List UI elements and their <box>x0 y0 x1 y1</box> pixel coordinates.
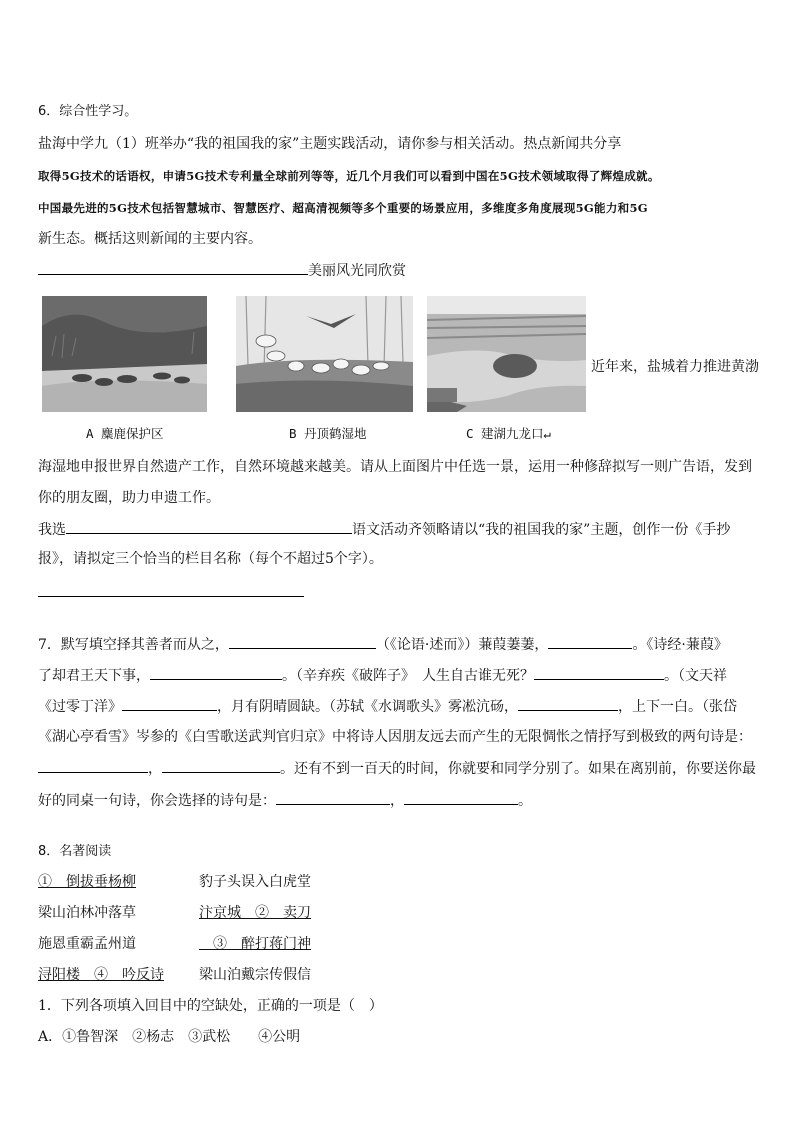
answer-blank[interactable] <box>534 665 664 680</box>
q7-text: 7．默写填空择其善者而从之， <box>38 637 229 653</box>
chapter-row-4-left: 浔阳楼 ④ 吟反诗 <box>38 967 164 983</box>
q6-news-line-2: 中国最先进的5G技术包括智慧城市、智慧医疗、超高清视频等多个重要的场景应用，多维度多角度展现5G能力和5G <box>38 201 648 215</box>
q6-title: 6．综合性学习。 <box>38 104 138 119</box>
choose-prefix: 我选 <box>38 522 66 538</box>
photo-elk-reserve <box>42 296 207 412</box>
answer-blank[interactable] <box>518 696 618 711</box>
q6-side-text: 近年来，盐城着力推进黄渤 <box>591 359 759 375</box>
q7-text: 《过零丁洋》 <box>38 699 122 715</box>
q7-text: ，上下一白。（张岱 <box>618 699 737 715</box>
q6-news-line-3: 新生态。概括这则新闻的主要内容。 <box>38 231 262 247</box>
q7-text: 。还有不到一百天的时间，你就要和同学分别了。如果在离别前，你要送你最 <box>280 761 756 777</box>
answer-blank[interactable] <box>162 758 280 773</box>
q8-title: 8．名著阅读 <box>38 844 112 859</box>
answer-blank[interactable] <box>548 634 632 649</box>
answer-blank[interactable] <box>38 596 304 597</box>
q7-text: 好的同桌一句诗，你会选择的诗句是： <box>38 793 276 809</box>
q6-para-line-1: 海湿地申报世界自然遗产工作，自然环境越来越美。请从上面图片中任选一景，运用一种修辞拟写一则广告语，发到 <box>38 459 752 475</box>
caption-a: A 麋鹿保护区 <box>86 426 164 441</box>
q7-line-1 <box>38 634 728 655</box>
chapter-row-3-right: ③ 醉打蒋门神 <box>199 936 311 952</box>
q6-news-line-1: 取得5G技术的话语权，申请5G技术专利量全球前列等等，近几个月我们可以看到中国在5G技术领域取得了辉煌成就。 <box>38 169 660 183</box>
answer-blank[interactable] <box>276 790 390 805</box>
q7-text: 。《诗经·蒹葭》 <box>632 637 728 653</box>
q7-line-2 <box>38 665 727 686</box>
chapter-row-2-left: 梁山泊林冲落草 <box>38 905 136 921</box>
choose-suffix: 语文活动齐领略请以“我的祖国我的家”主题，创作一份《手抄 <box>352 522 731 538</box>
q7-text: ， <box>390 793 404 809</box>
q7-line-5 <box>38 758 756 779</box>
q7-line-3 <box>38 696 737 717</box>
q7-text: （《论语·述而》）蒹葭萋萋， <box>375 637 549 653</box>
chapter-row-3-left: 施恩重霸孟州道 <box>38 936 136 952</box>
scenery-heading: 美丽风光同欣赏 <box>308 263 406 279</box>
q7-text: 。（文天祥 <box>664 668 727 684</box>
answer-blank[interactable] <box>229 634 376 649</box>
answer-blank[interactable] <box>122 696 217 711</box>
scenery-heading-line <box>38 260 406 281</box>
caption-b: B 丹顶鹤湿地 <box>289 426 367 441</box>
caption-c: C 建湖九龙口↵ <box>466 426 552 441</box>
answer-blank[interactable] <box>66 519 352 534</box>
q6-choose-line-2: 报》，请拟定三个恰当的栏目名称（每个不超过5个字）。 <box>38 551 383 567</box>
answer-blank[interactable] <box>404 790 518 805</box>
q7-text: 了却君王天下事， <box>38 668 150 684</box>
q6-intro: 盐海中学九（1）班举办“我的祖国我的家”主题实践活动，请你参与相关活动。热点新闻共分享 <box>38 136 622 152</box>
chapter-row-4-right: 梁山泊戴宗传假信 <box>199 967 311 983</box>
q8-option-a[interactable]: A．①鲁智深 ②杨志 ③武松 ④公明 <box>38 1029 301 1045</box>
q8-question: 1．下列各项填入回目中的空缺处，正确的一项是（ ） <box>38 998 383 1014</box>
answer-blank[interactable] <box>38 758 148 773</box>
q7-text: 。 <box>518 793 532 809</box>
chapter-row-1-right: 豹子头误入白虎堂 <box>199 874 311 890</box>
q6-para-line-2: 你的朋友圈，助力申遗工作。 <box>38 490 220 506</box>
photo-jiulongkou <box>427 296 586 412</box>
photo-crane-wetland <box>236 296 413 412</box>
answer-blank[interactable] <box>150 665 282 680</box>
answer-blank[interactable] <box>38 260 308 275</box>
q7-text: ，月有阴晴圆缺。（苏轼《水调歌头》雾凇沆砀， <box>217 699 518 715</box>
q7-line-6 <box>38 790 532 811</box>
q7-text: ， <box>148 761 162 777</box>
q7-line-4: 《湖心亭看雪》岑参的《白雪歌送武判官归京》中将诗人因朋友远去而产生的无限惆怅之情抒写到极致的两句诗是： <box>38 729 752 745</box>
q7-text: 。（辛弃疾《破阵子》 人生自古谁无死？ <box>282 668 534 684</box>
chapter-row-1-left: ① 倒拔垂杨柳 <box>38 874 136 890</box>
chapter-row-2-right: 汴京城 ② 卖刀 <box>199 905 311 921</box>
q6-choose-line <box>38 519 730 540</box>
